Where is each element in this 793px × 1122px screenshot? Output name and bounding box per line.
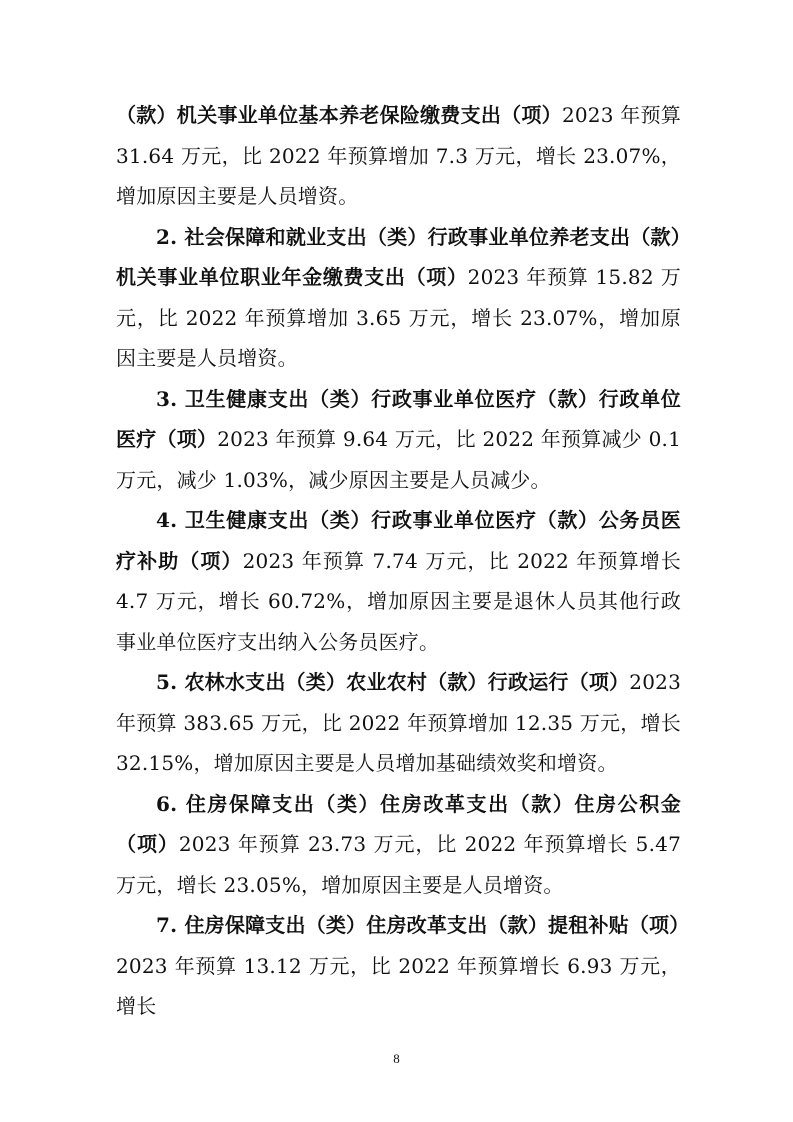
paragraph-text: 2023 年预算 9.64 万元，比 2022 年预算减少 0.1 万元，减少 1.03%，减少原因主要是人员减少。 [116, 427, 681, 492]
paragraph-lead: 3. 卫生健康支出（类）行政事业单位医疗（款）行政单位医疗（项） [116, 386, 681, 451]
paragraph-lead: （款）机关事业单位基本养老保险缴费支出（项） [116, 103, 562, 127]
paragraph-text: 2023 年预算 23.73 万元，比 2022 年预算增长 5.47 万元，增长 23.05%，增加原因主要是人员增资。 [116, 832, 681, 897]
paragraph-lead: 6. 住房保障支出（类）住房改革支出（款）住房公积金（项） [116, 791, 681, 856]
paragraph-text: 2023 年预算 7.74 万元，比 2022 年预算增长 4.7 万元，增长 60.72%，增加原因主要是退休人员其他行政事业单位医疗支出纳入公务员医疗。 [116, 548, 681, 654]
paragraph-text: 2023 年预算 31.64 万元，比 2022 年预算增加 7.3 万元，增长 23.07%，增加原因主要是人员增资。 [116, 103, 682, 208]
paragraph-text: 2023 年预算 383.65 万元，比 2022 年预算增加 12.35 万元，增长 32.15%，增加原因主要是人员增加基础绩效奖和增资。 [116, 670, 681, 775]
page-number: 8 [393, 1051, 400, 1066]
paragraph-occupational-annuity [116, 217, 681, 379]
paragraph-text: 2023 年预算 15.82 万元，比 2022 年预算增加 3.65 万元，增长 23.07%，增加原因主要是人员增资。 [116, 265, 681, 370]
paragraph-admin-medical [116, 379, 681, 501]
paragraph-lead: 4. 卫生健康支出（类）行政事业单位医疗（款）公务员医疗补助（项） [116, 508, 681, 573]
paragraph-lead: 5. 农林水支出（类）农业农村（款）行政运行（项） [156, 670, 630, 694]
paragraph-lead: 2. 社会保障和就业支出（类）行政事业单位养老支出（款）机关事业单位职业年金缴费支出（项） [116, 224, 681, 289]
paragraph-pension-insurance [116, 95, 681, 217]
paragraph-housing-fund [116, 784, 681, 906]
document-body [116, 95, 690, 1027]
paragraph-text: 2023 年预算 13.12 万元，比 2022 年预算增长 6.93 万元，增长 [116, 953, 681, 1018]
paragraph-agriculture-operation [116, 662, 681, 784]
paragraph-rent-subsidy [116, 905, 690, 1027]
paragraph-lead: 7. 住房保障支出（类）住房改革支出（款）提租补贴（项） [156, 913, 690, 937]
paragraph-civil-servant-medical [116, 500, 681, 662]
